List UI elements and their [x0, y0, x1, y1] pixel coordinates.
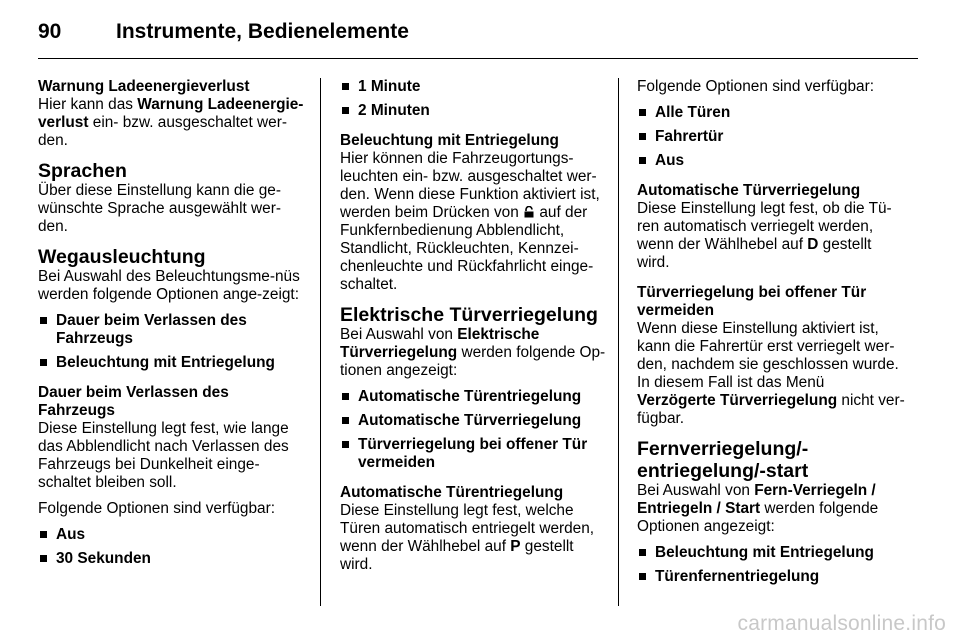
list-fernverriegelung — [637, 544, 905, 586]
page-header — [38, 14, 918, 50]
column-3 — [637, 78, 905, 594]
list-item: Aus — [38, 526, 306, 544]
text: werden folgende Optionen angezeigt: — [637, 500, 879, 535]
list-door-options — [637, 104, 905, 170]
page-number: 90 — [38, 20, 62, 43]
list-minutes — [340, 78, 608, 120]
list-item: 2 Minuten — [340, 102, 608, 120]
text-bold: Verzögerte Türverriegelung — [637, 392, 838, 409]
text: Hier kann das — [38, 96, 138, 113]
paragraph-tuerverriegelung — [340, 326, 608, 380]
list-item: Beleuchtung mit Entriegelung — [637, 544, 905, 562]
heading-fernverriegelung: Fernverriegelung/-entriegelung/-start — [637, 438, 809, 482]
page-title: Instrumente, Bedienelemente — [116, 20, 409, 43]
text: Bei Auswahl von — [340, 326, 458, 343]
watermark: carmanualsonline.info — [737, 612, 946, 635]
heading-tuerverriegelung: Elektrische Türverriegelung — [340, 304, 598, 326]
list-tuerverriegelung — [340, 388, 608, 472]
text: Diese Einstellung legt fest, welche Türen automatisch entriegelt werden, wenn der Wählhebel auf — [340, 502, 595, 555]
paragraph-fernverriegelung — [637, 482, 905, 536]
list-item: Türenfernentriegelung — [637, 568, 905, 586]
paragraph-warnung — [38, 96, 306, 150]
heading-sprachen: Sprachen — [38, 160, 127, 182]
list-item: Dauer beim Verlassen des Fahrzeugs — [38, 312, 306, 348]
paragraph-beleuchtung — [340, 150, 608, 294]
list-item: Automatische Türverriegelung — [340, 412, 608, 430]
list-wegausleuchtung — [38, 312, 306, 372]
text-bold: Elektrische Türverriegelung — [340, 326, 540, 361]
list-item: Türverriegelung bei offener Tür vermeiden — [340, 436, 608, 472]
list-item: Fahrertür — [637, 128, 905, 146]
column-divider-1 — [320, 78, 321, 606]
paragraph-offene-tuer — [637, 320, 905, 428]
text-bold: Fern-Verriegeln / Entriegeln / Start — [637, 482, 876, 517]
section-title-auto-verriegelung: Automatische Türverriegelung — [637, 182, 861, 199]
list-item: Alle Türen — [637, 104, 905, 122]
text: Diese Einstellung legt fest, ob die Tü-ren automatisch verriegelt werden, wenn der Wählhebel auf — [637, 200, 892, 253]
paragraph-dauer: Diese Einstellung legt fest, wie lange das Abblendlicht nach Verlassen des Fahrzeugs bei Dunkelheit einge-schaltet bleiben soll. — [38, 420, 289, 491]
paragraph-wegausleuchtung: Bei Auswahl des Beleuchtungsme-nüs werden folgende Optionen ange-zeigt: — [38, 268, 300, 303]
text: gestellt wird. — [637, 236, 872, 271]
column-1 — [38, 78, 306, 576]
text: Bei Auswahl von — [637, 482, 755, 499]
text: werden folgende Op-tionen angezeigt: — [340, 344, 606, 379]
section-title-dauer: Dauer beim Verlassen des Fahrzeugs — [38, 384, 229, 419]
text: Wenn diese Einstellung aktiviert ist, kann die Fahrertür erst verriegelt wer-den, nachdem sie geschlossen wurde. In diesem Fall ist das Menü — [637, 320, 899, 391]
list-dauer-options — [38, 526, 306, 568]
options-intro: Folgende Optionen sind verfügbar: — [637, 78, 874, 95]
heading-wegausleuchtung: Wegausleuchtung — [38, 246, 206, 268]
header-rule — [38, 58, 918, 59]
options-intro: Folgende Optionen sind verfügbar: — [38, 500, 275, 517]
section-title-offene-tuer: Türverriegelung bei offener Tür vermeiden — [637, 284, 867, 319]
text-bold: Warnung Ladeenergie-verlust — [38, 96, 304, 131]
paragraph-auto-verriegelung — [637, 200, 905, 272]
list-item: Beleuchtung mit Entriegelung — [38, 354, 306, 372]
section-title-beleuchtung: Beleuchtung mit Entriegelung — [340, 132, 559, 149]
list-item: Aus — [637, 152, 905, 170]
column-2 — [340, 78, 608, 582]
text-bold: P — [510, 538, 521, 555]
text: ein- bzw. ausgeschaltet wer-den. — [38, 114, 287, 149]
unlock-icon — [523, 206, 535, 218]
paragraph-sprachen: Über diese Einstellung kann die ge-wünschte Sprache ausgewählt wer-den. — [38, 182, 281, 235]
list-item: 30 Sekunden — [38, 550, 306, 568]
section-title-warnung: Warnung Ladeenergieverlust — [38, 78, 250, 95]
text: gestellt wird. — [340, 538, 574, 573]
column-divider-2 — [618, 78, 619, 606]
list-item: Automatische Türentriegelung — [340, 388, 608, 406]
section-title-auto-entriegelung: Automatische Türentriegelung — [340, 484, 564, 501]
text: Hier können die Fahrzeugortungs-leuchten ein- bzw. ausgeschaltet wer-den. Wenn diese Funktion aktiviert ist, werden beim Drücken von — [340, 150, 600, 221]
text-bold: D — [807, 236, 819, 253]
list-item: 1 Minute — [340, 78, 608, 96]
paragraph-auto-entriegelung — [340, 502, 608, 574]
text: auf der Funkfernbedienung Abblendlicht, Standlicht, Rückleuchten, Kennzei-chenleuchte und Rückfahrlicht einge-schaltet. — [340, 204, 594, 293]
text: nicht ver-fügbar. — [637, 392, 905, 427]
